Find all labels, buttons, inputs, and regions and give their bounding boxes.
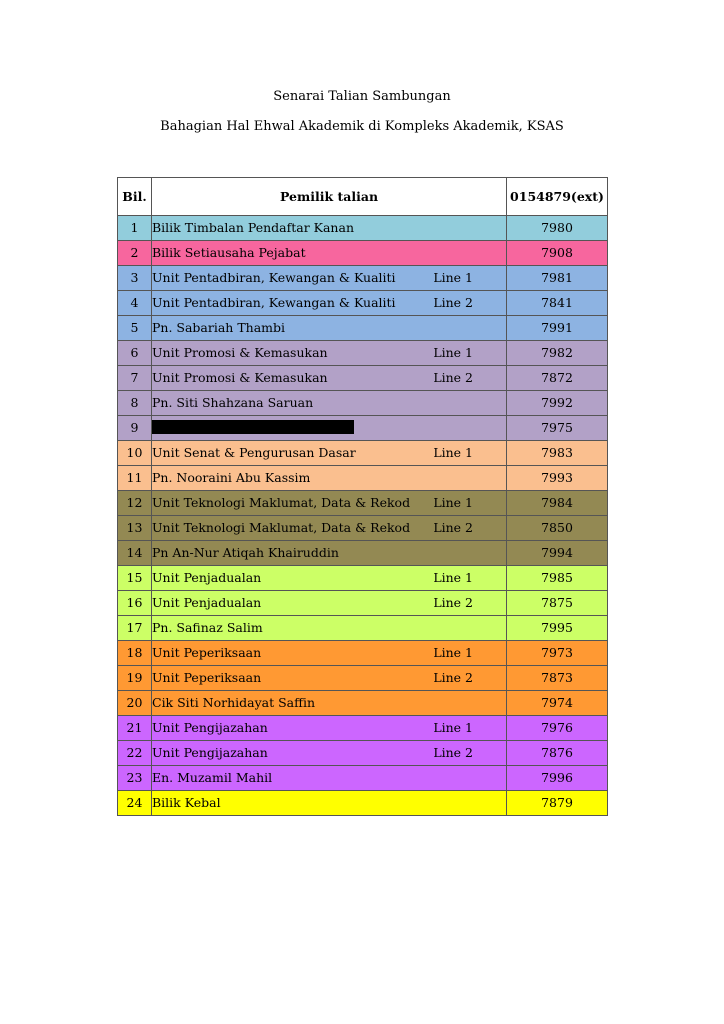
row-extension: 7908 <box>507 241 608 266</box>
row-owner-cell <box>152 716 507 741</box>
row-owner: Unit Peperiksaan <box>152 670 262 685</box>
table-row <box>118 566 608 591</box>
row-line-label: Line 1 <box>433 445 473 460</box>
table-row <box>118 616 608 641</box>
row-extension: 7876 <box>507 741 608 766</box>
header-owner: Pemilik talian <box>152 178 507 216</box>
row-owner-cell <box>152 341 507 366</box>
row-extension: 7850 <box>507 516 608 541</box>
row-owner: Unit Pengijazahan <box>152 720 268 735</box>
row-number: 7 <box>118 366 152 391</box>
row-owner: Pn An-Nur Atiqah Khairuddin <box>152 545 339 560</box>
row-extension: 7982 <box>507 341 608 366</box>
table-row <box>118 516 608 541</box>
row-line-label: Line 2 <box>433 595 473 610</box>
row-number: 10 <box>118 441 152 466</box>
row-number: 11 <box>118 466 152 491</box>
row-owner: Unit Penjadualan <box>152 570 262 585</box>
row-owner: Bilik Timbalan Pendaftar Kanan <box>152 220 354 235</box>
row-number: 18 <box>118 641 152 666</box>
row-number: 2 <box>118 241 152 266</box>
row-extension: 7973 <box>507 641 608 666</box>
row-extension: 7980 <box>507 216 608 241</box>
row-number: 15 <box>118 566 152 591</box>
row-number: 9 <box>118 416 152 441</box>
row-line-label: Line 2 <box>433 295 473 310</box>
table-row <box>118 666 608 691</box>
row-owner-cell <box>152 416 507 441</box>
row-extension: 7976 <box>507 716 608 741</box>
row-line-label: Line 1 <box>433 720 473 735</box>
row-owner: Unit Peperiksaan <box>152 645 262 660</box>
row-number: 17 <box>118 616 152 641</box>
row-number: 4 <box>118 291 152 316</box>
row-line-label: Line 2 <box>433 520 473 535</box>
table-row <box>118 291 608 316</box>
row-line-label: Line 2 <box>433 745 473 760</box>
row-number: 19 <box>118 666 152 691</box>
row-owner: Bilik Setiausaha Pejabat <box>152 245 306 260</box>
row-owner-cell <box>152 791 507 816</box>
row-owner-cell <box>152 216 507 241</box>
extension-table <box>117 177 608 816</box>
row-number: 8 <box>118 391 152 416</box>
row-extension: 7974 <box>507 691 608 716</box>
row-owner-cell <box>152 366 507 391</box>
row-owner-cell <box>152 591 507 616</box>
row-owner-cell <box>152 616 507 641</box>
row-owner: Unit Senat & Pengurusan Dasar <box>152 445 356 460</box>
table-row <box>118 416 608 441</box>
row-owner: Pn. Siti Shahzana Saruan <box>152 395 314 410</box>
row-line-label: Line 1 <box>433 270 473 285</box>
row-owner-cell <box>152 266 507 291</box>
row-number: 13 <box>118 516 152 541</box>
row-number: 14 <box>118 541 152 566</box>
row-number: 20 <box>118 691 152 716</box>
table-row <box>118 366 608 391</box>
row-owner: Cik Siti Norhidayat Saffin <box>152 695 316 710</box>
header-ext: 0154879(ext) <box>507 178 608 216</box>
row-owner: Pn. Safinaz Salim <box>152 620 263 635</box>
row-owner: En. Muzamil Mahil <box>152 770 273 785</box>
row-line-label: Line 1 <box>433 645 473 660</box>
row-number: 3 <box>118 266 152 291</box>
row-owner-cell <box>152 741 507 766</box>
table-row <box>118 491 608 516</box>
row-owner-cell <box>152 316 507 341</box>
table-body <box>118 216 608 816</box>
row-number: 5 <box>118 316 152 341</box>
table-row <box>118 466 608 491</box>
row-number: 6 <box>118 341 152 366</box>
table-row <box>118 741 608 766</box>
row-extension: 7875 <box>507 591 608 616</box>
table-row <box>118 316 608 341</box>
row-owner-cell <box>152 641 507 666</box>
row-extension: 7985 <box>507 566 608 591</box>
row-owner: Unit Penjadualan <box>152 595 262 610</box>
row-owner-cell <box>152 541 507 566</box>
table-row <box>118 716 608 741</box>
row-line-label: Line 2 <box>433 670 473 685</box>
row-line-label: Line 1 <box>433 570 473 585</box>
row-number: 12 <box>118 491 152 516</box>
table-row <box>118 766 608 791</box>
row-owner-cell <box>152 466 507 491</box>
row-extension: 7841 <box>507 291 608 316</box>
row-owner: Unit Teknologi Maklumat, Data & Rekod <box>152 495 411 510</box>
row-extension: 7992 <box>507 391 608 416</box>
row-number: 1 <box>118 216 152 241</box>
row-number: 23 <box>118 766 152 791</box>
table-row <box>118 266 608 291</box>
row-owner: Pn. Sabariah Thambi <box>152 320 286 335</box>
header-bil: Bil. <box>118 178 152 216</box>
table-row <box>118 591 608 616</box>
row-owner: Unit Pengijazahan <box>152 745 268 760</box>
table-row <box>118 691 608 716</box>
redacted-block <box>152 420 354 434</box>
row-owner: Unit Teknologi Maklumat, Data & Rekod <box>152 520 411 535</box>
row-line-label: Line 2 <box>433 370 473 385</box>
row-extension: 7872 <box>507 366 608 391</box>
row-extension: 7993 <box>507 466 608 491</box>
row-extension: 7991 <box>507 316 608 341</box>
row-owner: Pn. Nooraini Abu Kassim <box>152 470 311 485</box>
document-subtitle: Bahagian Hal Ehwal Akademik di Kompleks Akademik, KSAS <box>160 119 564 134</box>
table-row <box>118 441 608 466</box>
row-owner-cell <box>152 391 507 416</box>
table-row <box>118 216 608 241</box>
row-owner-cell <box>152 291 507 316</box>
table-header-row <box>118 178 608 216</box>
row-extension: 7996 <box>507 766 608 791</box>
row-extension: 7983 <box>507 441 608 466</box>
table-row <box>118 241 608 266</box>
row-owner-cell <box>152 766 507 791</box>
row-extension: 7984 <box>507 491 608 516</box>
row-number: 16 <box>118 591 152 616</box>
row-owner-cell <box>152 566 507 591</box>
row-extension: 7873 <box>507 666 608 691</box>
row-owner-cell <box>152 516 507 541</box>
row-number: 24 <box>118 791 152 816</box>
row-owner-cell <box>152 691 507 716</box>
row-line-label: Line 1 <box>433 495 473 510</box>
row-owner: Unit Promosi & Kemasukan <box>152 370 328 385</box>
row-owner-cell <box>152 666 507 691</box>
row-number: 22 <box>118 741 152 766</box>
table-row <box>118 341 608 366</box>
row-owner: Bilik Kebal <box>152 795 221 810</box>
row-extension: 7995 <box>507 616 608 641</box>
table-row <box>118 541 608 566</box>
row-owner: Unit Promosi & Kemasukan <box>152 345 328 360</box>
row-owner-cell <box>152 491 507 516</box>
row-extension: 7879 <box>507 791 608 816</box>
row-number: 21 <box>118 716 152 741</box>
row-owner-cell <box>152 441 507 466</box>
row-extension: 7994 <box>507 541 608 566</box>
row-line-label: Line 1 <box>433 345 473 360</box>
row-extension: 7975 <box>507 416 608 441</box>
row-owner: Unit Pentadbiran, Kewangan & Kualiti <box>152 270 396 285</box>
table-row <box>118 791 608 816</box>
row-owner: Unit Pentadbiran, Kewangan & Kualiti <box>152 295 396 310</box>
table-row <box>118 641 608 666</box>
table-row <box>118 391 608 416</box>
document-title: Senarai Talian Sambungan <box>273 89 451 104</box>
row-owner-cell <box>152 241 507 266</box>
row-extension: 7981 <box>507 266 608 291</box>
